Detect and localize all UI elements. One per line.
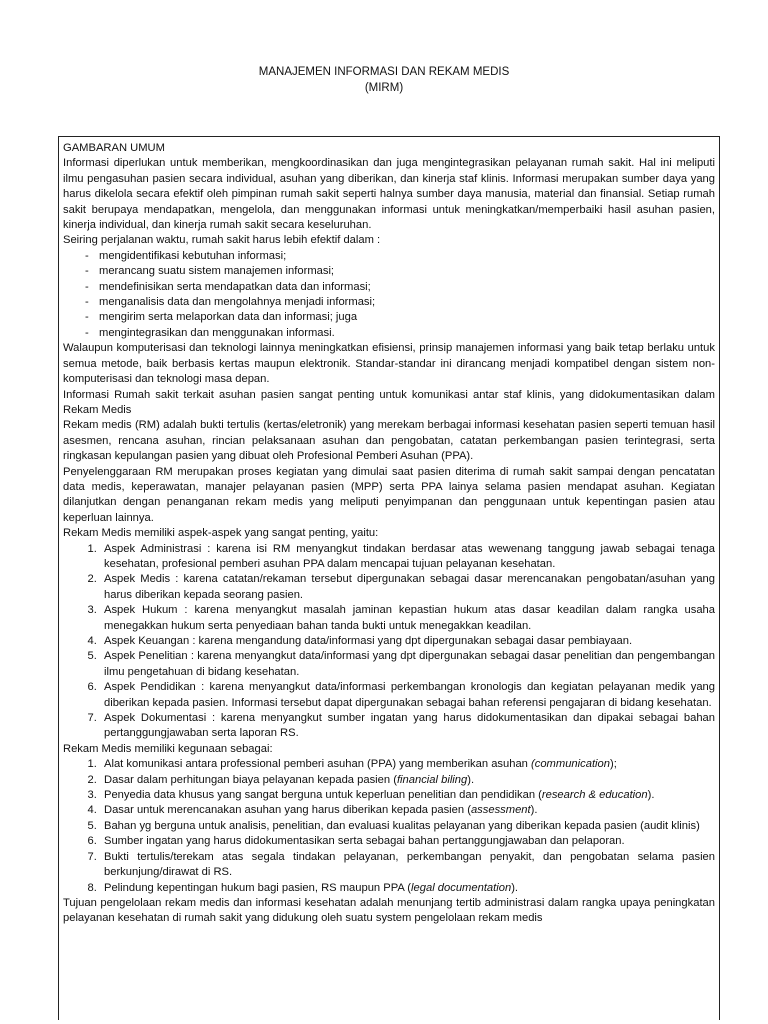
use-text: Bahan yg berguna untuk analisis, penelitian, dan evaluasi kualitas pelayanan yang diberikan kepada pasien (audit klinis) bbox=[104, 819, 700, 832]
rm-definition-paragraph: Rekam medis (RM) adalah bukti tertulis (kertas/eletronik) yang merekam berbagai informasi kesehatan pasien seperti temuan hasil asesmen, rencana asuhan, rincian pelaksanaan asuhan dan pengobatan, catatan perkembangan pasien terintegrasi, serta ringkasan kepulangan pasien yang dibuat oleh Profesional Pemberi Asuhan (PPA). bbox=[63, 419, 715, 463]
use-text: Bukti tertulis/terekam atas segala tindakan pelayanan, perkembangan penyakit, dan pengobatan selama pasien berkunjung/dirawat di RS. bbox=[104, 850, 715, 879]
list-item: - merancang suatu sistem manajemen informasi; bbox=[85, 264, 715, 279]
list-item bbox=[100, 881, 715, 896]
list-item: 4. Aspek Keuangan : karena mengandung data/informasi yang dpt dipergunakan sebagai dasar pembiayaan. bbox=[100, 634, 715, 649]
list-item bbox=[100, 803, 715, 818]
title-line-1: MANAJEMEN INFORMASI DAN REKAM MEDIS bbox=[258, 66, 510, 78]
computerization-paragraph: Walaupun komputerisasi dan teknologi lainnya meningkatkan efisiensi, prinsip manajemen informasi yang baik tetap berlaku untuk semua metode, baik berbasis kertas maupun elektronik. Standar-standar ini dirancang menjadi kompatibel dengan sistem non-komputerisasi dan teknologi masa depan. bbox=[63, 342, 715, 386]
use-text: Dasar untuk merencanakan asuhan yang harus diberikan kepada pasien ( bbox=[104, 804, 471, 817]
list-item bbox=[100, 757, 715, 772]
list-item: 6. Aspek Pendidikan : karena menyangkut data/informasi perkembangan kronologis dan kegiatan pelayanan medik yang diberikan kepada pasien. Informasi tersebut dapat dipergunakan sebagai bahan referensi pengajaran di bidang kesehatan. bbox=[100, 680, 715, 711]
list-item: 3. Aspek Hukum : karena menyangkut masalah jaminan kepastian hukum atas dasar keadilan dalam rangka usaha menegakkan hukum serta penyediaan bahan tanda bukti untuk menegakkan keadilan. bbox=[100, 603, 715, 634]
list-item bbox=[100, 773, 715, 788]
uses-list bbox=[63, 757, 715, 896]
intro-paragraph: Informasi diperlukan untuk memberikan, mengkoordinasikan dan juga mengintegrasikan pelayanan rumah sakit. Hal ini meliputi ilmu pengasuhan pasien secara individual, asuhan yang diberikan, dan kinerja staf klinis. Informasi merupakan sumber daya yang harus dikelola secara efektif oleh pimpinan rumah sakit seperti halnya sumber daya manusia, material dan finansial. Setiap rumah sakit berupaya mendapatkan, mengelola, dan menggunakan informasi untuk meningkatkan/memperbaiki hasil asuhan pasien, kinerja individual, dan kinerja rumah sakit secara keseluruhan. bbox=[63, 157, 715, 232]
section-heading: GAMBARAN UMUM bbox=[63, 142, 165, 154]
list-item: 2. Aspek Medis : karena catatan/rekaman tersebut dipergunakan sebagai dasar merencanakan pengobatan/asuhan yang harus diberikan kepada seorang pasien. bbox=[100, 572, 715, 603]
use-text: Penyedia data khusus yang sangat berguna untuk keperluan penelitian dan pendidikan ( bbox=[104, 789, 542, 802]
use-text: Sumber ingatan yang harus didokumentasikan serta sebagai bahan pertanggungjawaban dan pelaporan. bbox=[104, 835, 625, 848]
use-after: ); bbox=[609, 758, 617, 771]
use-italic: legal documentation bbox=[411, 881, 512, 894]
use-italic: (communication bbox=[531, 758, 610, 771]
list-item: - mengidentifikasi kebutuhan informasi; bbox=[85, 249, 715, 264]
list-item: - mendefinisikan serta mendapatkan data dan informasi; bbox=[85, 280, 715, 295]
use-italic: financial biling bbox=[396, 773, 468, 786]
use-after: ). bbox=[530, 804, 538, 817]
effective-intro: Seiring perjalanan waktu, rumah sakit harus lebih efektif dalam : bbox=[63, 234, 381, 247]
aspects-list bbox=[63, 542, 715, 742]
rm-process-paragraph: Penyelenggaraan RM merupakan proses kegiatan yang dimulai saat pasien diterima di rumah sakit sampai dengan pencatatan data medis, keperawatan, manajer pelayanan pasien (MPP) serta PPA lainya selama pasien mendapat asuhan. Kegiatan dilanjutkan dengan penanganan rekam medis yang meliputi penyimpanan dan penggunaan untuk kepentingan pasien atau keperluan lainnya. bbox=[63, 465, 715, 524]
list-item: 1. Aspek Administrasi : karena isi RM menyangkut tindakan berdasar atas wewenang tanggung jawab sebagai tenaga kesehatan, profesional pemberi asuhan PPA dalam mencapai tujuan pelayanan kesehatan. bbox=[100, 542, 715, 573]
document-title bbox=[0, 64, 768, 96]
use-after: ). bbox=[511, 881, 519, 894]
list-item: - mengirim serta melaporkan data dan informasi; juga bbox=[85, 310, 715, 325]
use-text: Pelindung kepentingan hukum bagi pasien, RS maupun PPA ( bbox=[104, 881, 412, 894]
use-italic: research & education bbox=[541, 789, 648, 802]
use-text: Alat komunikasi antara professional pemberi asuhan (PPA) yang memberikan asuhan bbox=[104, 758, 532, 771]
list-item bbox=[100, 850, 715, 881]
title-line-2: (MIRM) bbox=[364, 82, 404, 94]
list-item bbox=[100, 834, 715, 849]
list-item: - menganalisis data dan mengolahnya menjadi informasi; bbox=[85, 295, 715, 310]
list-item bbox=[100, 788, 715, 803]
list-item: 5. Aspek Penelitian : karena menyangkut data/informasi yang dpt dipergunakan sebagai dasar penelitian dan pengembangan ilmu pengetahuan di bidang kesehatan. bbox=[100, 649, 715, 680]
uses-intro: Rekam Medis memiliki kegunaan sebagai: bbox=[63, 742, 273, 755]
use-after: ). bbox=[467, 773, 475, 786]
list-item: - mengintegrasikan dan menggunakan informasi. bbox=[85, 326, 715, 341]
aspects-intro: Rekam Medis memiliki aspek-aspek yang sangat penting, yaitu: bbox=[63, 527, 379, 540]
list-item: 7. Aspek Dokumentasi : karena menyangkut sumber ingatan yang harus didokumentasikan dan dipakai sebagai bahan pertanggungjawaban serta laporan RS. bbox=[100, 711, 715, 742]
content-box bbox=[58, 136, 720, 1020]
use-italic: assessment bbox=[470, 804, 531, 817]
use-after: ). bbox=[647, 789, 655, 802]
list-item bbox=[100, 819, 715, 834]
use-text: Dasar dalam perhitungan biaya pelayanan kepada pasien ( bbox=[104, 773, 397, 786]
closing-paragraph: Tujuan pengelolaan rekam medis dan informasi kesehatan adalah menunjang tertib administrasi dalam rangka upaya peningkatan pelayanan kesehatan di rumah sakit yang didukung oleh suatu system pengelolaan rekam medis bbox=[63, 896, 715, 925]
documentation-paragraph: Informasi Rumah sakit terkait asuhan pasien sangat penting untuk komunikasi antar staf klinis, yang didokumentasikan dalam Rekam Medis bbox=[63, 388, 715, 416]
effective-list bbox=[63, 249, 715, 341]
